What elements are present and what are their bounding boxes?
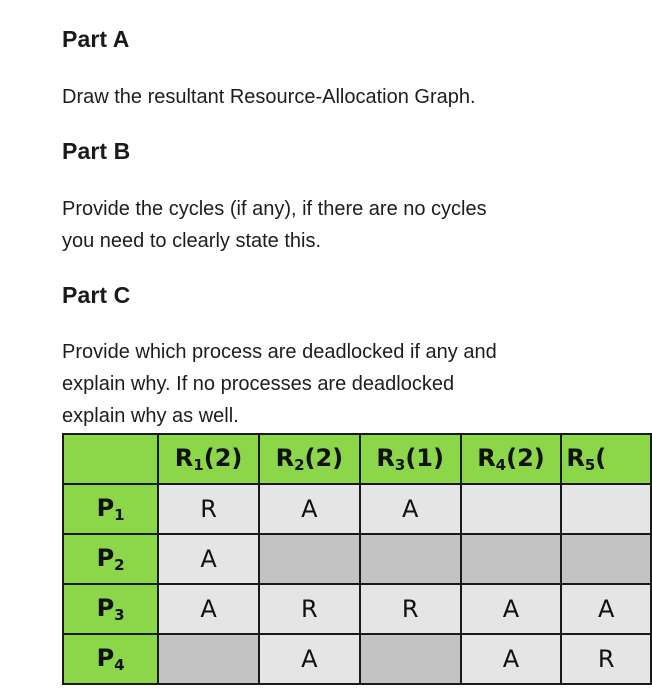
heading-part-c: Part C [62, 282, 131, 308]
resource-header-r5: $R_5$( [561, 434, 651, 484]
table-cell [360, 534, 461, 584]
paragraph-line: Draw the resultant Resource-Allocation Graph. [62, 86, 476, 108]
table-cell [461, 534, 562, 584]
table-row-p4 [63, 634, 651, 684]
resource-header-r3: $R_3(1)$ [360, 434, 461, 484]
process-label-p3: $P_3$ [63, 584, 158, 634]
table-cell [360, 634, 461, 684]
table-cell [561, 534, 651, 584]
table-header-row [63, 434, 651, 484]
table-cell: A [360, 484, 461, 534]
paragraph-part-a [62, 81, 562, 113]
table-cell [158, 634, 259, 684]
table-cell: R [360, 584, 461, 634]
table-row-p2 [63, 534, 651, 584]
paragraph-line: explain why as well. [62, 405, 239, 427]
heading-part-b: Part B [62, 138, 131, 164]
paragraph-part-b [62, 193, 562, 257]
table-cell: R [259, 584, 360, 634]
table-cell [461, 484, 562, 534]
paragraph-line: explain why. If no processes are deadlocked [62, 373, 455, 395]
process-label-p1: $P_1$ [63, 484, 158, 534]
table-cell: A [158, 584, 259, 634]
heading-part-a: Part A [62, 26, 130, 52]
process-label-p4: $P_4$ [63, 634, 158, 684]
table-cell: A [158, 534, 259, 584]
resource-header-r1: $R_1(2)$ [158, 434, 259, 484]
table-cell: A [461, 634, 562, 684]
table-cell: R [561, 634, 651, 684]
table-cell: A [259, 634, 360, 684]
table-cell [561, 484, 651, 534]
table-cell [259, 534, 360, 584]
table-row-p3 [63, 584, 651, 634]
resource-allocation-table [62, 433, 652, 685]
paragraph-line: Provide which process are deadlocked if any and [62, 341, 497, 363]
allocation-table-container [62, 433, 615, 693]
table-row-p1 [63, 484, 651, 534]
table-corner-cell [63, 434, 158, 484]
resource-header-r4: $R_4(2)$ [461, 434, 562, 484]
paragraph-part-c [62, 336, 562, 432]
process-label-p2: $P_2$ [63, 534, 158, 584]
table-cell: A [259, 484, 360, 534]
table-cell: A [461, 584, 562, 634]
table-cell: A [561, 584, 651, 634]
paragraph-line: you need to clearly state this. [62, 230, 322, 252]
table-cell: R [158, 484, 259, 534]
paragraph-line: Provide the cycles (if any), if there are no cycles [62, 198, 487, 220]
cropped-text-fragment [62, 0, 182, 2]
resource-header-r2: $R_2(2)$ [259, 434, 360, 484]
